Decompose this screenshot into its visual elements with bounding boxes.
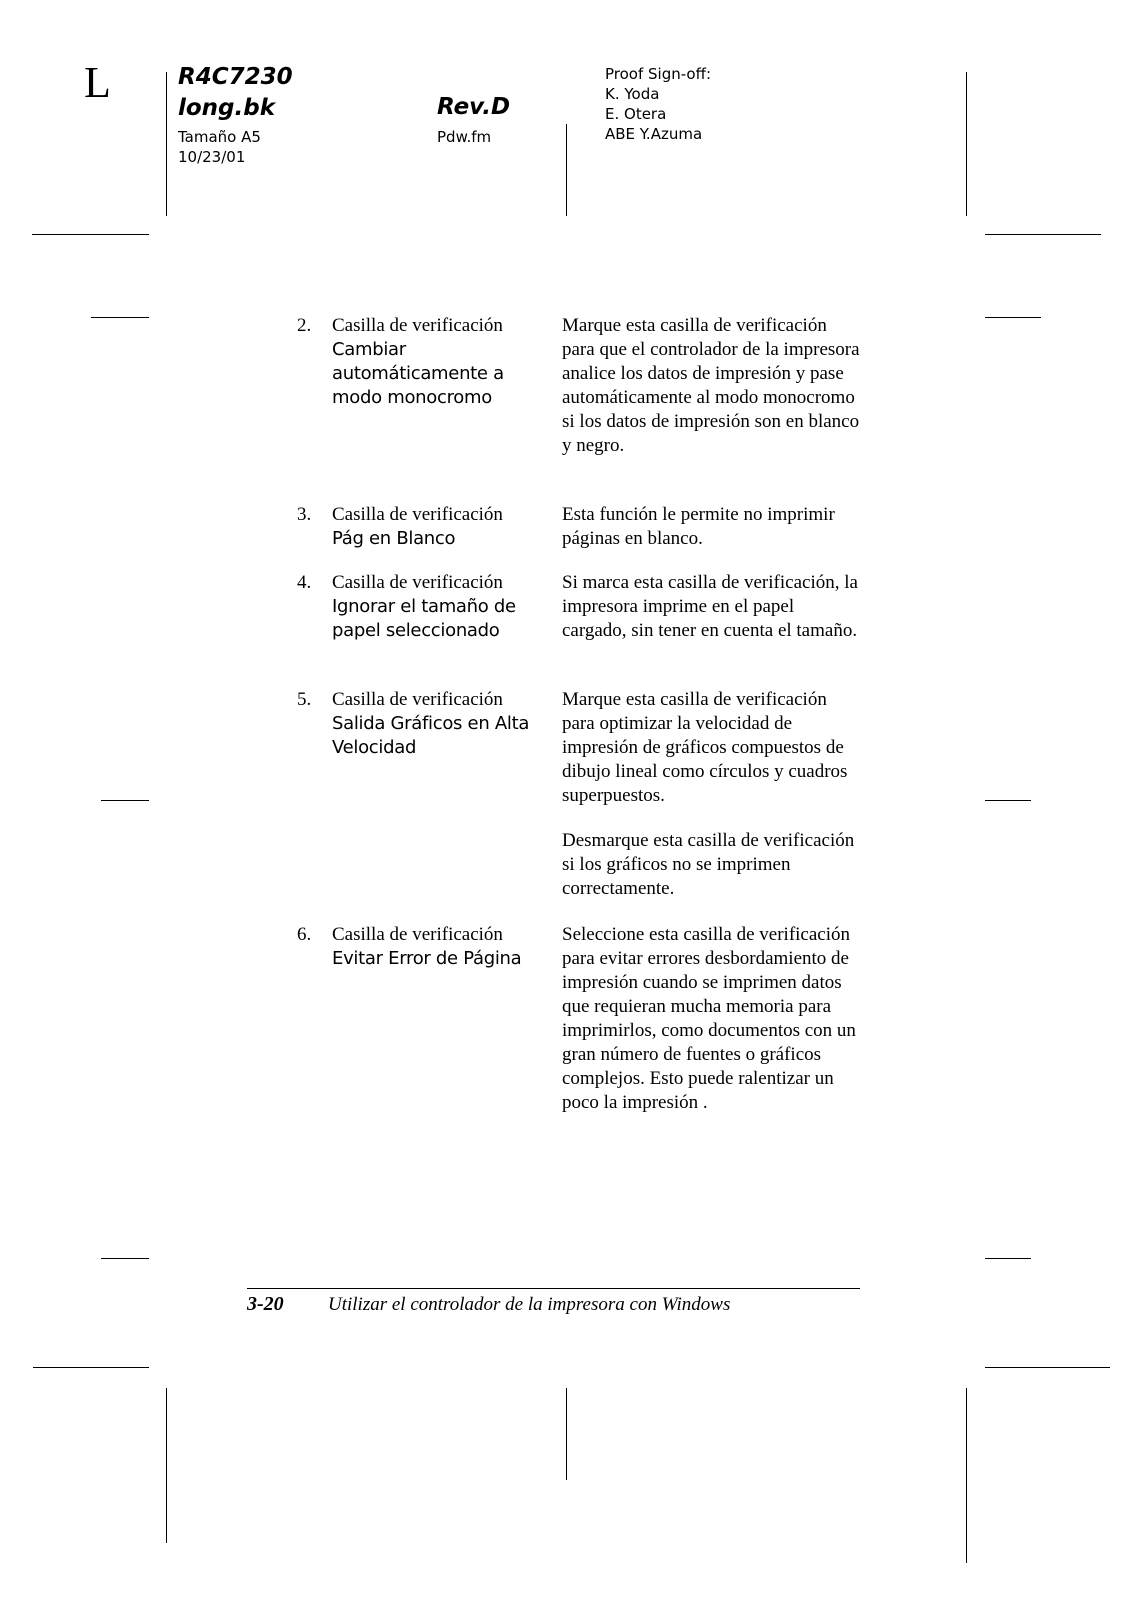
document-title-line2: long.bk xyxy=(178,95,276,121)
crop-mark xyxy=(166,72,167,216)
crop-mark xyxy=(101,800,149,801)
crop-mark xyxy=(32,234,149,235)
entry-description: Marque esta casilla de verificación para optimizar la velocidad de impresión de gráficos compuestos de dibujo lineal como círculos y cuadros superpuestos. xyxy=(562,689,848,806)
chapter-title: Utilizar el controlador de la impresora con Windows xyxy=(328,1294,731,1315)
signer-2: E. Otera xyxy=(605,105,667,123)
crop-mark xyxy=(91,317,149,318)
crop-mark xyxy=(966,72,967,216)
entry-description: Seleccione esta casilla de verificación para evitar errores desbordamiento de impresión cuando se imprimen datos que requieran mucha memoria para imprimirlos, como documentos con un gran número de fuentes o gráficos complejos. Esto puede ralentizar un poco la impresión . xyxy=(562,924,856,1113)
entry-number: 3. xyxy=(297,504,312,525)
document-date: 10/23/01 xyxy=(178,148,246,166)
entry-label xyxy=(332,571,564,643)
crop-mark xyxy=(985,1258,1031,1259)
entry-number: 4. xyxy=(297,572,312,593)
document-title-line1: R4C7230 xyxy=(178,64,293,90)
crop-mark xyxy=(985,317,1041,318)
revision-label: Rev.D xyxy=(437,94,511,120)
footer-rule xyxy=(247,1288,860,1289)
entry-label-type: Casilla de verificación xyxy=(332,572,503,593)
entry-number: 6. xyxy=(297,924,312,945)
crop-mark xyxy=(166,1388,167,1543)
entry-label-type: Casilla de verificación xyxy=(332,689,503,710)
file-name: Pdw.fm xyxy=(437,128,492,146)
proof-signoff xyxy=(605,64,711,144)
entry-number: 5. xyxy=(297,689,312,710)
page-number: 3-20 xyxy=(247,1293,284,1315)
signer-1: K. Yoda xyxy=(605,85,660,103)
entry-label-type: Casilla de verificación xyxy=(332,924,503,945)
crop-mark xyxy=(101,1258,149,1259)
entry-description: Si marca esta casilla de verificación, la impresora imprime en el papel cargado, sin tener en cuenta el tamaño. xyxy=(562,572,858,641)
document-meta xyxy=(178,127,261,167)
signer-3: ABE Y.Azuma xyxy=(605,125,703,143)
entry-description: Esta función le permite no imprimir páginas en blanco. xyxy=(562,504,835,549)
entry-label-name: Ignorar el tamaño de papel seleccionado xyxy=(332,596,516,641)
entry-label xyxy=(332,503,564,551)
paper-size: Tamaño A5 xyxy=(178,128,261,146)
entry-label xyxy=(332,314,564,410)
crop-mark xyxy=(985,1367,1110,1368)
entry-label-type: Casilla de verificación xyxy=(332,504,503,525)
entry-label xyxy=(332,688,564,760)
corner-mark-letter: L xyxy=(84,58,111,107)
entry-description-note: Desmarque esta casilla de verificación si los gráficos no se imprimen correctamente. xyxy=(562,830,855,899)
crop-mark xyxy=(33,1367,149,1368)
entry-label-name: Salida Gráficos en Alta Velocidad xyxy=(332,713,530,758)
entry-label-name: Pág en Blanco xyxy=(332,528,456,549)
entry-label-type: Casilla de verificación xyxy=(332,315,503,336)
crop-mark xyxy=(985,234,1101,235)
crop-mark xyxy=(566,1388,567,1480)
entry-label xyxy=(332,923,564,971)
proof-title: Proof Sign-off: xyxy=(605,65,711,83)
entry-label-name: Evitar Error de Página xyxy=(332,948,522,969)
document-title xyxy=(178,62,293,124)
crop-mark xyxy=(966,1388,967,1563)
crop-mark xyxy=(985,800,1031,801)
entry-label-name: Cambiar automáticamente a modo monocromo xyxy=(332,339,504,408)
crop-mark xyxy=(566,124,567,216)
entry-description: Marque esta casilla de verificación para que el controlador de la impresora analice los datos de impresión y pase automáticamente al modo monocromo si los datos de impresión son en blanco y negro. xyxy=(562,315,860,456)
entry-number: 2. xyxy=(297,315,312,336)
